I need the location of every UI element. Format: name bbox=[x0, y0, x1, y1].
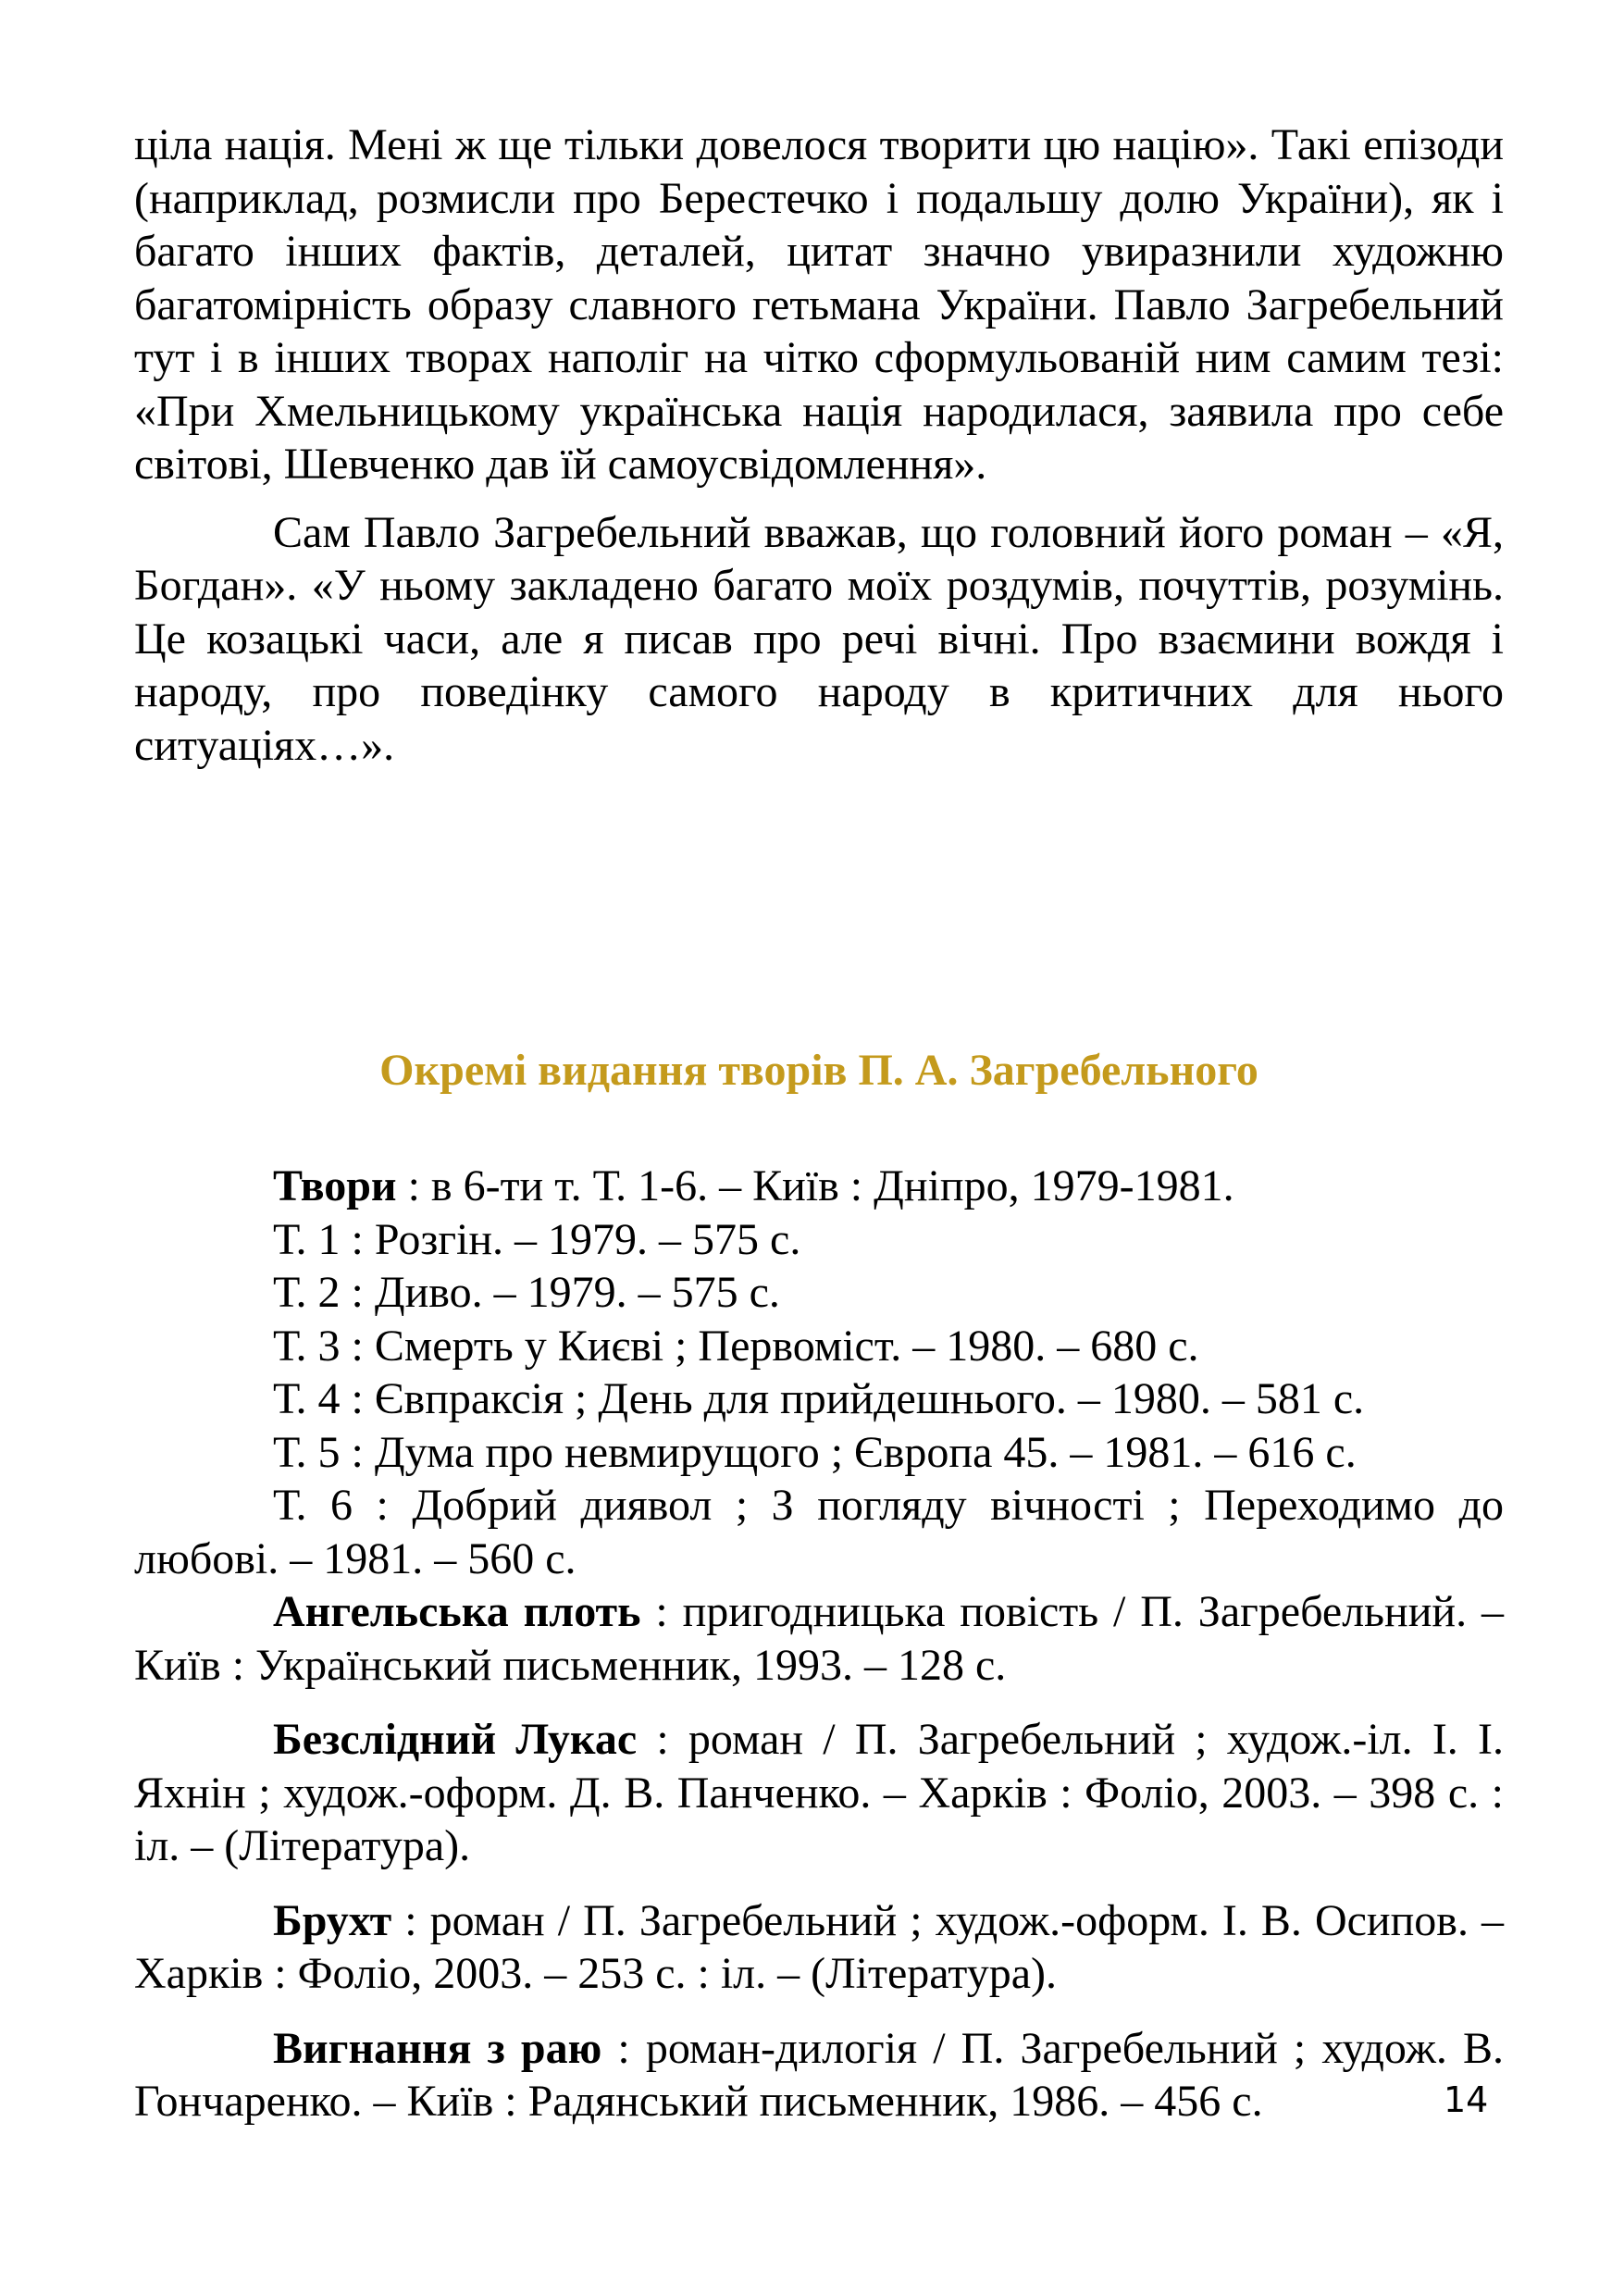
bibliography-list bbox=[134, 1160, 1504, 2128]
entry-details: : пригодницька повість / П. Загребельний. – Київ : Український письменник, 1993. – 128 с. bbox=[134, 1587, 1504, 1690]
volume-entry: Т. 5 : Дума про невмирущого ; Європа 45. – 1981. – 616 с. bbox=[273, 1427, 1357, 1477]
page-number: 14 bbox=[1444, 2079, 1489, 2120]
entry-details: : роман / П. Загребельний ; худож.-оформ. І. В. Осипов. – Харків : Фоліо, 2003. – 253 с. : іл. – (Література). bbox=[134, 1895, 1504, 1998]
body-paragraph: Сам Павло Загребельний вважав, що головний його роман – «Я, Богдан». «У ньому закладено багато моїх роздумів, почуттів, розумінь. Це козацькі часи, але я писав про речі вічні. Про взаємини вождя і народу, про поведінку самого народу в критичних для нього ситуаціях…». bbox=[134, 507, 1504, 770]
entry-title: Ангельська плоть bbox=[273, 1587, 641, 1636]
bibliography-entry bbox=[134, 2022, 1504, 2128]
entry-details: : в 6-ти т. Т. 1-6. – Київ : Дніпро, 1979-1981. bbox=[396, 1161, 1234, 1210]
entry-title: Твори bbox=[273, 1161, 397, 1210]
entry-details: : роман / П. Загребельний ; худож.-іл. І. І. Яхнін ; худож.-оформ. Д. В. Панченко. – Харків : Фоліо, 2003. – 398 с. : іл. – (Література). bbox=[134, 1715, 1505, 1870]
volume-entry: Т. 4 : Євпраксія ; День для прийдешнього. – 1980. – 581 с. bbox=[273, 1374, 1365, 1423]
volume-entry: Т. 1 : Розгін. – 1979. – 575 с. bbox=[273, 1214, 801, 1264]
body-paragraph: ціла нація. Мені ж ще тільки довелося творити цю націю». Такі епізоди (наприклад, розмисли про Берестечко і подальшу долю України), як і багато інших фактів, деталей, цитат значно увиразнили художню багатомірність образу славного гетьмана України. Павло Загребельний тут і в інших творах наполіг на чітко сформульованій ним самим тезі: «При Хмельницькому українська нація народилася, заявила про себе світові, Шевченко дав їй самоусвідомлення». bbox=[134, 120, 1504, 489]
bibliography-entry bbox=[134, 1160, 1504, 1213]
volume-entry: Т. 2 : Диво. – 1979. – 575 с. bbox=[273, 1268, 780, 1317]
bibliography-entry bbox=[134, 1585, 1504, 1692]
bibliography-entry bbox=[134, 1713, 1504, 1873]
volume-entry: Т. 3 : Смерть у Києві ; Первоміст. – 1980. – 680 с. bbox=[273, 1321, 1199, 1371]
entry-title: Вигнання з раю bbox=[273, 2023, 602, 2073]
section-heading: Окремі видання творів П. А. Загребельного bbox=[379, 1046, 1258, 1095]
bibliography-entry bbox=[134, 1894, 1504, 2001]
volume-entry: Т. 6 : Добрий диявол ; З погляду вічності ; Переходимо до любові. – 1981. – 560 с. bbox=[134, 1481, 1504, 1583]
entry-details: : роман-дилогія / П. Загребельний ; худож. В. Гончаренко. – Київ : Радянський письменник, 1986. – 456 с. bbox=[134, 2023, 1505, 2126]
entry-title: Безслідний Лукас bbox=[273, 1715, 638, 1764]
entry-title: Брухт bbox=[273, 1895, 392, 1945]
